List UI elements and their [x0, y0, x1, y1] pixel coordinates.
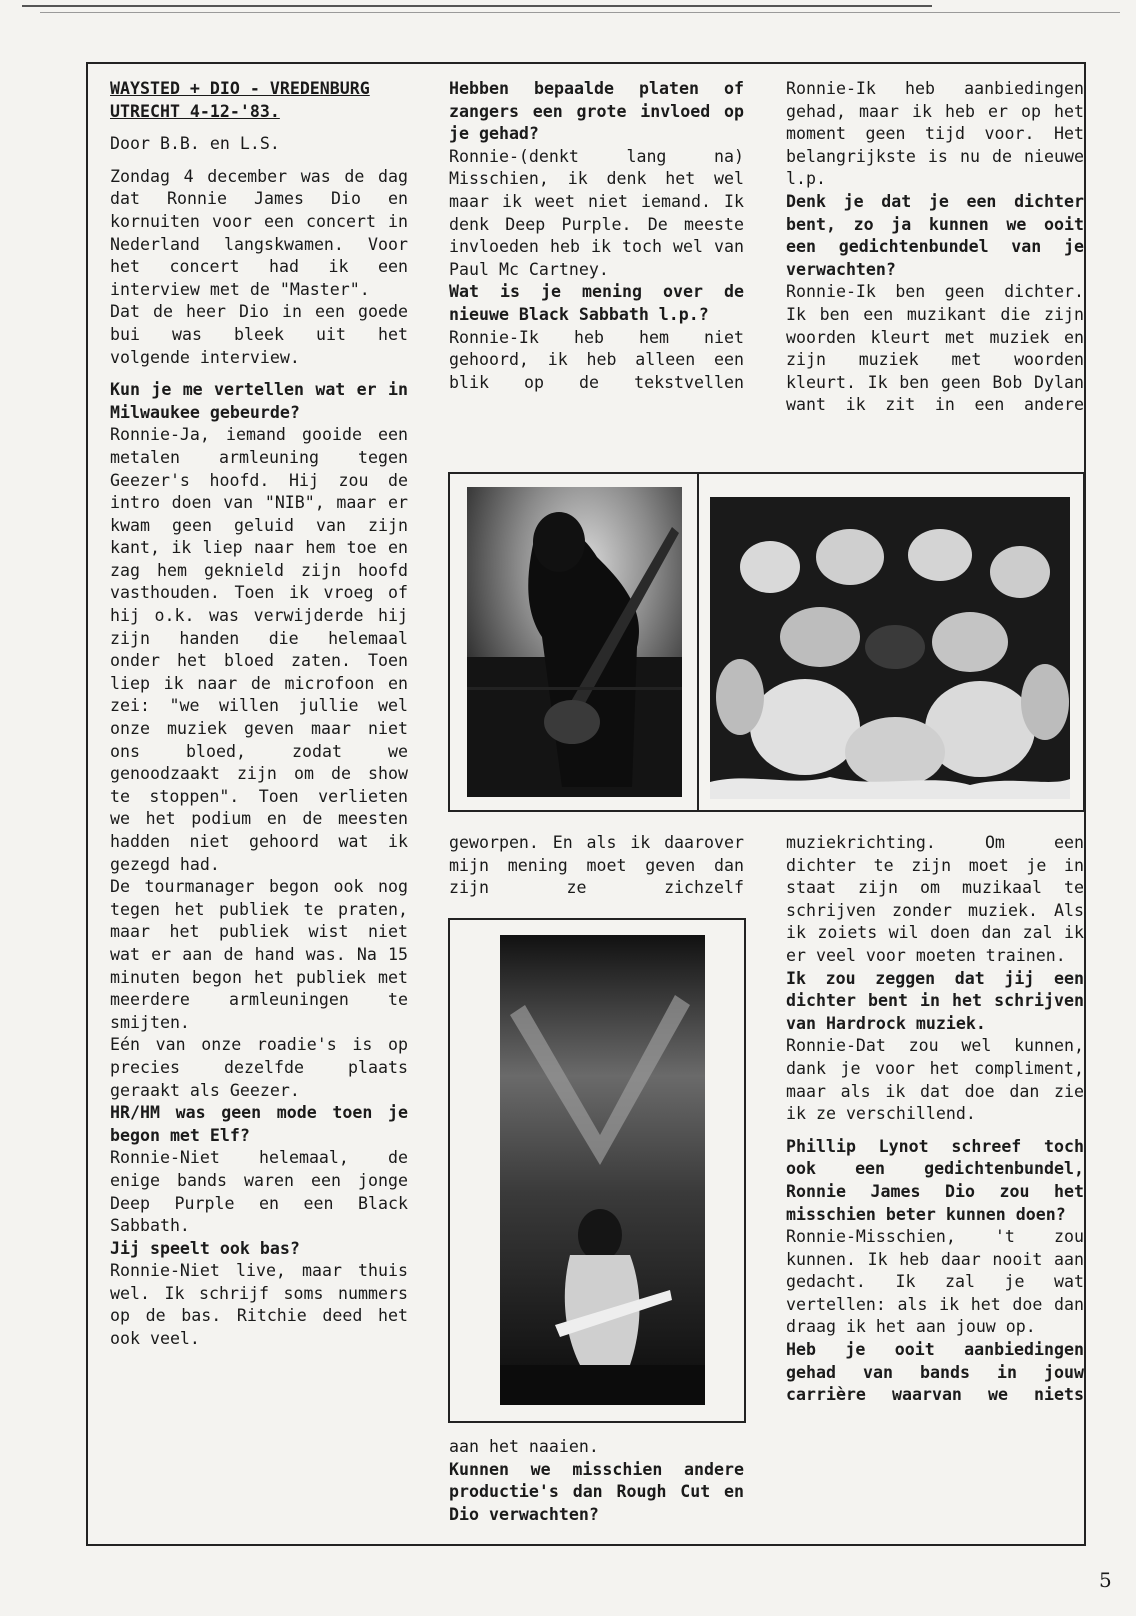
answer-offers: Ronnie-Ik heb aanbiedingen gehad, maar ik heb er op het moment geen tijd voor. Het belangrijkste is nu de nieuwe l.p.: [786, 79, 1084, 189]
column-3-top: [786, 78, 1084, 417]
answer-lynott: Ronnie-Misschien, 't zou kunnen. Ik heb daar nooit aan gedacht. Ik zal je wat vertellen: als ik het doe dan draag ik het aan jouw op.: [786, 1227, 1084, 1337]
intro-paragraph: Zondag 4 december was de dag dat Ronnie James Dio en kornuiten voor een concert in Nederland langskwamen. Voor het concert had ik een interview met de "Master".: [110, 166, 408, 299]
answer-poet: Ronnie-Ik ben geen dichter. Ik ben een muzikant die zijn woorden kleurt met muziek en zijn muziek met woorden kleurt. Ik ben geen Bob Dylan want ik zit in een andere: [786, 282, 1084, 415]
answer-tourmanager: De tourmanager begon ook nog tegen het publiek te praten, maar het publiek wist niet wat er aan de hand was. Na 15 minuten begon het publiek met meerdere armleuningen te smijten.: [110, 877, 408, 1032]
page-number: 5: [1099, 1568, 1112, 1592]
answer-bass: Ronnie-Niet live, maar thuis wel. Ik schrijf soms nummers op de bas. Ritchie deed het ook veel.: [110, 1261, 408, 1349]
question-productions: Kunnen we misschien andere productie's dan Rough Cut en Dio verwachten?: [449, 1459, 744, 1524]
column-2-bottom: [449, 1436, 744, 1526]
singer-photo: [500, 935, 705, 1405]
question-poet: Denk je dat je een dichter bent, zo ja kunnen we ooit een gedichtenbundel van je verwachten?: [786, 191, 1084, 279]
question-hardrock-poet: Ik zou zeggen dat jij een dichter bent in het schrijven van Hardrock muziek.: [786, 968, 1084, 1033]
question-band-offers: Heb je ooit aanbiedingen gehad van bands in jouw carrière waarvan we niets: [786, 1340, 1084, 1405]
article-headline-line-1: WAYSTED + DIO - VREDENBURG: [110, 79, 370, 98]
answer-roadie: Eén van onze roadie's is op precies dezelfde plaats geraakt als Geezer.: [110, 1035, 408, 1100]
scan-edge-line-faint: [40, 12, 1120, 13]
column-2-middle: [449, 832, 744, 900]
guitarist-photo: [467, 487, 682, 797]
question-influences: Hebben bepaalde platen of zangers een grote invloed op je gehad?: [449, 79, 744, 144]
column-1: [110, 78, 408, 1351]
question-bass: Jij speelt ook bas?: [110, 1238, 300, 1258]
answer-black-sabbath-end: aan het naaien.: [449, 1437, 599, 1456]
scan-edge-line: [22, 5, 932, 7]
question-elf: HR/HM was geen mode toen je begon met Elf?: [110, 1103, 408, 1145]
answer-elf: Ronnie-Niet helemaal, de enige bands waren een jonge Deep Purple en een Black Sabbath.: [110, 1148, 408, 1236]
photo-divider: [697, 474, 699, 810]
answer-black-sabbath-cont: geworpen. En als ik daarover mijn mening moet geven dan zijn ze zichzelf: [449, 833, 744, 898]
question-black-sabbath: Wat is je mening over de nieuwe Black Sabbath l.p.?: [449, 282, 744, 324]
answer-black-sabbath: Ronnie-Ik heb hem niet gehoord, ik heb alleen een blik op de tekstvellen: [449, 327, 744, 392]
question-milwaukee: Kun je me vertellen wat er in Milwaukee gebeurde?: [110, 380, 408, 422]
article-headline-line-2: UTRECHT 4-12-'83.: [110, 101, 280, 121]
column-2-top: [449, 78, 744, 394]
answer-hardrock-poet: Ronnie-Dat zou wel kunnen, dank je voor het compliment, maar als ik dat doe dan zie ik ze verschillend.: [786, 1036, 1084, 1124]
question-lynott: Phillip Lynot schreef toch ook een gedichtenbundel, Ronnie James Dio zou het misschien beter kunnen doen?: [786, 1136, 1084, 1224]
answer-milwaukee: Ronnie-Ja, iemand gooide een metalen armleuning tegen Geezer's hoofd. Hij zou de intro doen van "NIB", maar er kwam geen geluid van zijn kant, ik liep naar hem toe en zag hem geknield zijn hoofd vasthouden. Toen ik vroeg of hij o.k. was verwijderde hij zijn handen die helemaal onder het bloed zaten. Toen liep ik naar de microfoon en zei: "we willen jullie wel onze muziek geven maar niet ons bloed, zodat we genoodzaakt zijn om de show te stoppen". Toen verlieten we het podium en de meesten hadden niet gehoord wat ik gezegd had.: [110, 425, 408, 874]
drummer-photo: [710, 497, 1070, 799]
intro-paragraph-2: Dat de heer Dio in een goede bui was bleek uit het volgende interview.: [110, 302, 408, 367]
column-3-bottom: [786, 832, 1084, 1407]
answer-influences: Ronnie-(denkt lang na) Misschien, ik denk het wel maar ik weet niet iemand. Ik denk Deep Purple. De meeste invloeden heb ik toch wel van Paul Mc Cartney.: [449, 146, 744, 279]
byline: Door B.B. en L.S.: [110, 134, 280, 154]
answer-poet-cont: muziekrichting. Om een dichter te zijn moet je in staat zijn om muzikaal te schrijven zonder muziek. Als ik zoiets wil doen dan zal ik er veel voor moeten trainen.: [786, 833, 1084, 965]
